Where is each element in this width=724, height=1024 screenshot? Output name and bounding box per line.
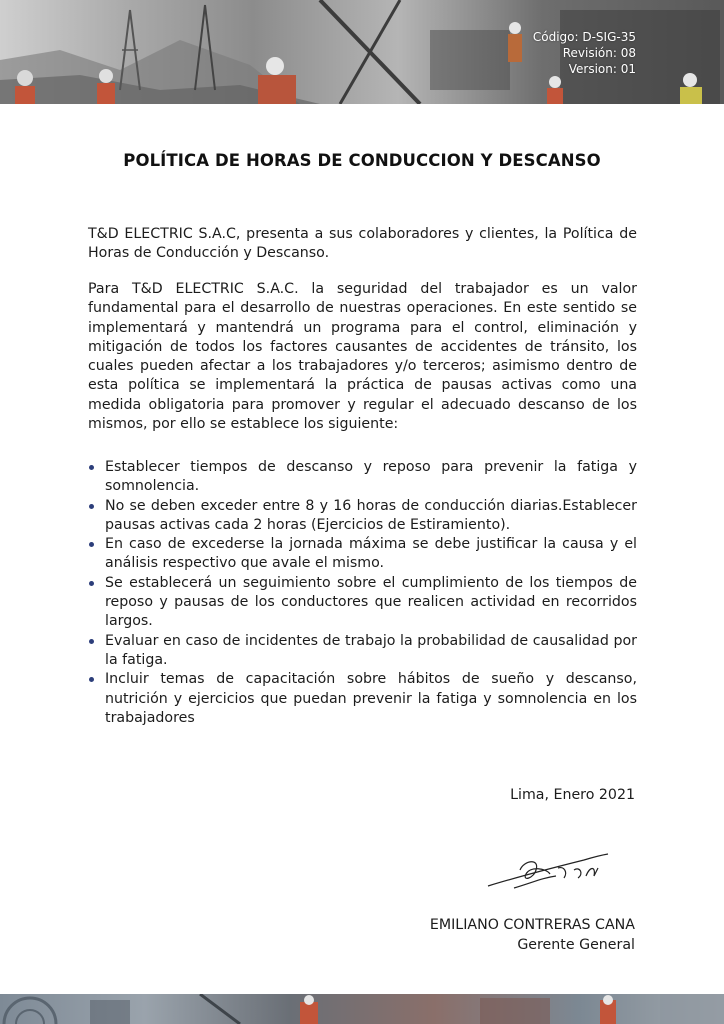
handwritten-signature [484, 848, 614, 894]
list-item [88, 535, 637, 574]
list-item-text: En caso de excederse la jornada máxima se debe justificar la causa y el análisis respectivo que avale el mismo. [105, 536, 637, 572]
document-version: Version: 01 [568, 62, 636, 76]
footer-photo-banner [0, 994, 724, 1024]
list-item [88, 497, 637, 536]
document-control-info [533, 29, 636, 77]
signer-name: EMILIANO CONTRERAS CANA [429, 917, 635, 933]
list-item-text: No se deben exceder entre 8 y 16 horas de conducción diarias.Establecer pausas activas cada 2 horas (Ejercicios de Estiramiento). [105, 497, 637, 533]
list-item [88, 458, 637, 497]
list-item-text: Se establecerá un seguimiento sobre el cumplimiento de los tiempos de reposo y pausas de los conductores que realicen actividad en recorridos largos. [105, 574, 637, 630]
bullet-icon [89, 639, 94, 644]
list-item [88, 574, 637, 632]
signer-role: Gerente General [517, 937, 635, 953]
bullet-icon [89, 504, 94, 509]
policy-bullet-list [88, 458, 637, 728]
bullet-icon [89, 581, 94, 586]
list-item [88, 670, 637, 728]
bullet-icon [89, 542, 94, 547]
list-item-text: Incluir temas de capacitación sobre hábitos de sueño y descanso, nutrición y ejercicios que puedan prevenir la fatiga y somnolencia en los trabajadores [105, 671, 637, 726]
bullet-icon [89, 677, 94, 682]
intro-paragraph: T&D ELECTRIC S.A.C, presenta a sus colaboradores y clientes, la Política de Horas de Conducción y Descanso. [88, 226, 637, 262]
policy-paragraph: Para T&D ELECTRIC S.A.C. la seguridad del trabajador es un valor fundamental para el desarrollo de nuestras operaciones. En este sentido se implementará y mantendrá un programa para el control, eliminación y mitigación de todos los factores causantes de accidentes de tránsito, los cuales pueden afectar a los trabajadores y/o terceros; asimismo dentro de esta política se implementará la práctica de pausas activas como una medida obligatoria para promover y regular el adecuado descanso de los mismos, por ello se establece los siguiente: [88, 281, 637, 433]
document-code: Código: D-SIG-35 [532, 30, 636, 44]
list-item [88, 632, 637, 671]
document-revision: Revisión: 08 [562, 46, 636, 60]
header-photo-banner [0, 0, 724, 104]
page-title: POLÍTICA DE HORAS DE CONDUCCION Y DESCANSO [123, 151, 601, 170]
bullet-icon [89, 465, 94, 470]
footer-photo-illustration [0, 994, 724, 1024]
list-item-text: Evaluar en caso de incidentes de trabajo la probabilidad de causalidad por la fatiga. [105, 632, 637, 668]
place-and-date: Lima, Enero 2021 [510, 787, 635, 803]
list-item-text: Establecer tiempos de descanso y reposo para prevenir la fatiga y somnolencia. [105, 459, 637, 495]
